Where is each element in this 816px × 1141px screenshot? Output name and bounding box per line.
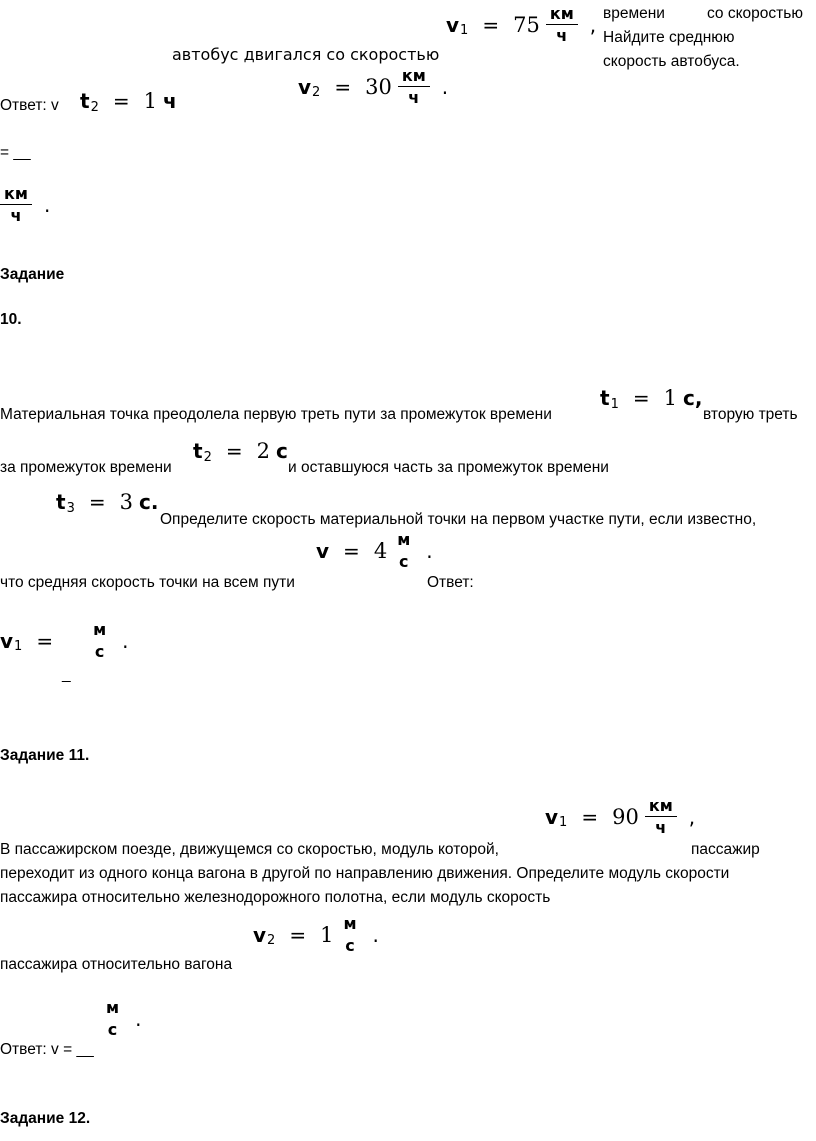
unit: с: [275, 439, 288, 463]
var: v: [316, 538, 330, 563]
task11-answer-unit: [102, 998, 141, 1039]
unit-numerator: м: [106, 998, 120, 1017]
equals: =: [482, 12, 500, 37]
var: v: [446, 12, 460, 37]
value: 4: [373, 538, 388, 563]
unit-denominator: ч: [408, 88, 420, 107]
period: .: [122, 628, 129, 653]
value: 3: [119, 490, 133, 514]
unit-numerator: км: [648, 796, 673, 815]
period: .: [43, 192, 51, 217]
task10-heading-num: 10.: [0, 311, 22, 328]
task10-line-3: Определите скорость материальной точки на первом участке пути, если известно,: [160, 511, 757, 528]
unit: с,: [682, 386, 703, 410]
task10-line-1-tail: вторую треть: [703, 406, 798, 423]
equals: =: [225, 439, 243, 463]
task10-heading-word: Задание: [0, 266, 65, 283]
subscript: 1: [460, 23, 469, 38]
right-line-3: скорость автобуса.: [603, 53, 740, 70]
formula-v1-train: [545, 796, 695, 837]
task11-line-1: В пассажирском поезде, движущемся со скоростью, модуль которой,: [0, 841, 499, 858]
task11-line-4: пассажира относительно вагона: [0, 956, 233, 973]
answer-unit: [0, 184, 50, 225]
value: 2: [256, 439, 270, 463]
unit-fraction: [89, 620, 110, 661]
subscript: 1: [610, 396, 619, 412]
value: 90: [612, 804, 639, 829]
unit-fraction: [339, 914, 360, 955]
unit-numerator: м: [93, 620, 107, 639]
value: 30: [365, 74, 392, 99]
subscript: 2: [90, 99, 99, 115]
subscript: 1: [559, 815, 568, 830]
task11-line-3: пассажира относительно железнодорожного полотна, если модуль скорость: [0, 889, 551, 906]
unit-fraction: [645, 796, 677, 837]
period: .: [135, 1006, 142, 1031]
unit-denominator: с: [107, 1020, 118, 1039]
right-line-1a: времени: [603, 5, 665, 22]
var: t: [600, 386, 610, 410]
answer-blank: _: [62, 666, 71, 683]
subscript: 3: [66, 500, 75, 516]
value: 75: [513, 12, 540, 37]
subscript: 2: [312, 85, 321, 100]
task12-heading: Задание 12.: [0, 1110, 91, 1127]
task11-answer: Ответ: v = __: [0, 1041, 94, 1058]
task11-line-2: переходит из одного конца вагона в другой по направлению движения. Определите модуль скорости: [0, 865, 730, 882]
equals: =: [88, 490, 106, 514]
value: 1: [663, 386, 677, 410]
unit-fraction: [546, 4, 578, 45]
period: .: [426, 538, 433, 563]
answer-label: Ответ: v: [0, 97, 59, 114]
equals: =: [112, 89, 130, 113]
var: t: [80, 89, 90, 113]
task10-line-2b: и оставшуюся часть за промежуток времени: [288, 459, 609, 476]
task11-line-1-tail: пассажир: [691, 841, 760, 858]
right-line-1b: со скоростью: [707, 5, 803, 22]
formula-v1-top: [446, 4, 596, 45]
task11-heading: Задание 11.: [0, 747, 90, 764]
comma: ,: [688, 804, 696, 829]
task10-line-4: что средняя скорость точки на всем пути: [0, 574, 295, 591]
equals: =: [36, 628, 54, 653]
unit-numerator: м: [397, 530, 411, 549]
unit-denominator: ч: [556, 26, 568, 45]
var: v: [253, 922, 267, 947]
formula-v2-top: [298, 66, 448, 107]
unit-numerator: км: [4, 184, 28, 203]
period: .: [372, 922, 379, 947]
unit-fraction: [398, 66, 430, 107]
task10-line-1: Материальная точка преодолела первую треть пути за промежуток времени: [0, 406, 552, 423]
unit-fraction: [393, 530, 414, 571]
right-line-2: Найдите среднюю: [603, 29, 735, 46]
formula-t2-top: [80, 89, 177, 113]
task10-line-2a: за промежуток времени: [0, 459, 172, 476]
unit-numerator: км: [401, 66, 426, 85]
unit-fraction: [0, 184, 32, 225]
comma: ,: [589, 12, 597, 37]
value: 1: [320, 922, 334, 947]
unit-denominator: ч: [655, 818, 667, 837]
formula-t2: [193, 439, 288, 463]
subscript: 2: [203, 449, 212, 465]
equals: =: [289, 922, 307, 947]
equals: =: [581, 804, 599, 829]
task10-answer-label: Ответ:: [427, 574, 474, 591]
unit-denominator: с: [398, 552, 409, 571]
unit-denominator: с: [94, 642, 105, 661]
period: .: [441, 74, 449, 99]
formula-t3: [56, 490, 158, 514]
var: t: [193, 439, 203, 463]
equals: =: [343, 538, 360, 563]
var: v: [0, 628, 14, 653]
unit: с.: [138, 490, 159, 514]
unit-denominator: с: [345, 936, 355, 955]
unit-fraction: [102, 998, 123, 1039]
formula-v2-passenger: [253, 914, 379, 955]
var: t: [56, 490, 66, 514]
value: 1: [143, 89, 157, 113]
unit-numerator: м: [343, 914, 357, 933]
unit-denominator: ч: [10, 206, 22, 225]
bus-text: автобус двигался со скоростью: [172, 45, 440, 64]
formula-t1: [600, 386, 702, 410]
formula-answer-v1: [0, 620, 129, 661]
unit-numerator: км: [549, 4, 574, 23]
formula-v: [316, 530, 433, 571]
var: v: [298, 74, 312, 99]
equals: =: [632, 386, 650, 410]
subscript: 2: [267, 933, 276, 948]
equals: =: [334, 74, 352, 99]
subscript: 1: [14, 639, 23, 654]
unit: ч: [162, 89, 177, 113]
var: v: [545, 804, 559, 829]
answer-eq: = __: [0, 144, 31, 161]
